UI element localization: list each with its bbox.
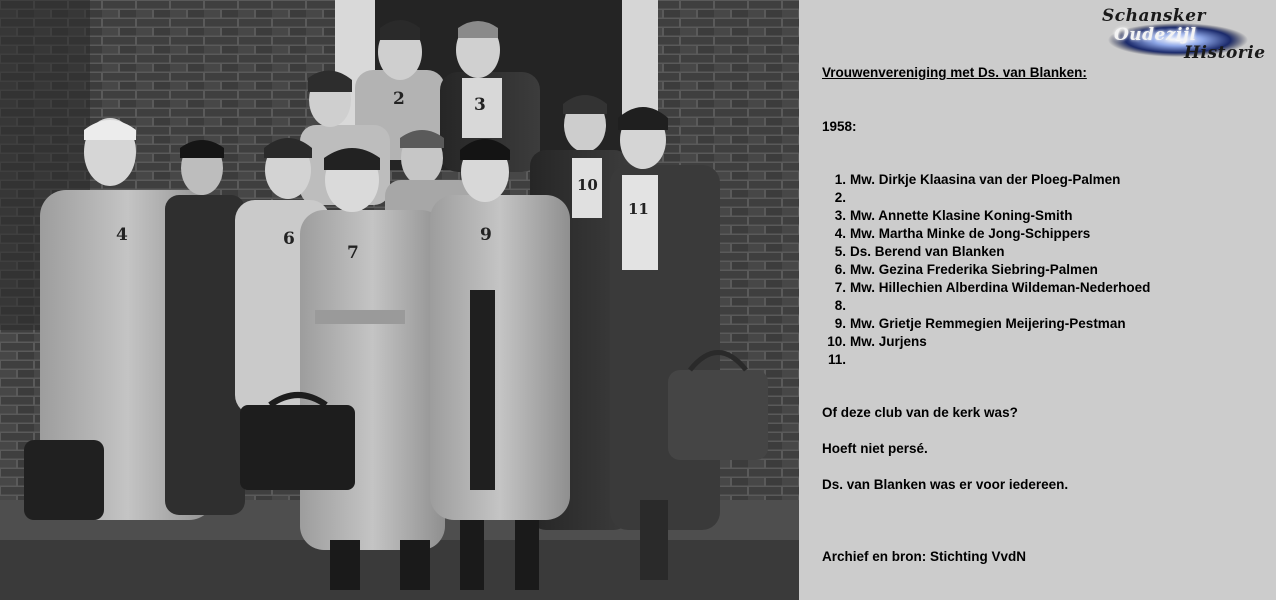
schansker-oudezijl-historie-logo [1098, 6, 1268, 64]
list-item [822, 207, 1150, 225]
list-number: 7. [834, 280, 846, 295]
person-name: Mw. Grietje Remmegien Meijering-Pestman [850, 316, 1126, 331]
logo-text: Oudezijl [1114, 25, 1197, 45]
list-number: 4. [834, 226, 846, 241]
list-item [822, 333, 1150, 351]
photo-number-label: 4 [116, 225, 128, 245]
list-item [822, 315, 1150, 333]
caption-question: Of deze club van de kerk was? [822, 405, 1018, 420]
list-number: 2. [834, 190, 846, 205]
list-number: 5. [834, 244, 846, 259]
list-item [822, 297, 1150, 315]
person-name: Mw. Jurjens [850, 334, 927, 349]
photo-number-label: 3 [474, 95, 486, 115]
list-number: 8. [834, 298, 846, 313]
photo-number-label: 10 [577, 176, 598, 194]
person-name: Mw. Gezina Frederika Siebring-Palmen [850, 262, 1098, 277]
photo-number-label: 6 [283, 229, 295, 249]
list-number: 6. [834, 262, 846, 277]
list-number: 10. [827, 334, 846, 349]
list-number: 9. [834, 316, 846, 331]
caption-title: Vrouwenvereniging met Ds. van Blanken: [822, 65, 1087, 80]
person-name: Mw. Hillechien Alberdina Wildeman-Nederhoed [850, 280, 1151, 295]
person-name: Mw. Dirkje Klaasina van der Ploeg-Palmen [850, 172, 1121, 187]
people-list [822, 171, 1150, 369]
photo-number-label: 11 [628, 200, 649, 218]
list-item [822, 189, 1150, 207]
person-name: Mw. Martha Minke de Jong-Schippers [850, 226, 1091, 241]
list-number: 11. [827, 352, 846, 367]
list-item [822, 225, 1150, 243]
caption-panel [799, 0, 1276, 600]
photo-number-label: 7 [347, 243, 359, 263]
photo-number-label: 9 [480, 225, 492, 245]
caption-source: Archief en bron: Stichting VvdN [822, 549, 1027, 564]
list-number: 1. [834, 172, 846, 187]
list-number: 3. [834, 208, 846, 223]
person-name: Mw. Annette Klasine Koning-Smith [850, 208, 1073, 223]
list-item [822, 171, 1150, 189]
photo-number-label: 2 [393, 89, 405, 109]
person-name: Ds. Berend van Blanken [850, 244, 1005, 259]
logo-text: Schansker [1102, 6, 1206, 26]
caption-answer: Ds. van Blanken was er voor iedereen. [822, 477, 1069, 492]
list-item [822, 243, 1150, 261]
list-item [822, 261, 1150, 279]
caption-year: 1958: [822, 119, 857, 134]
logo-text: Historie [1184, 43, 1266, 63]
caption-answer: Hoeft niet persé. [822, 441, 928, 456]
list-item [822, 351, 1150, 369]
list-item [822, 279, 1150, 297]
